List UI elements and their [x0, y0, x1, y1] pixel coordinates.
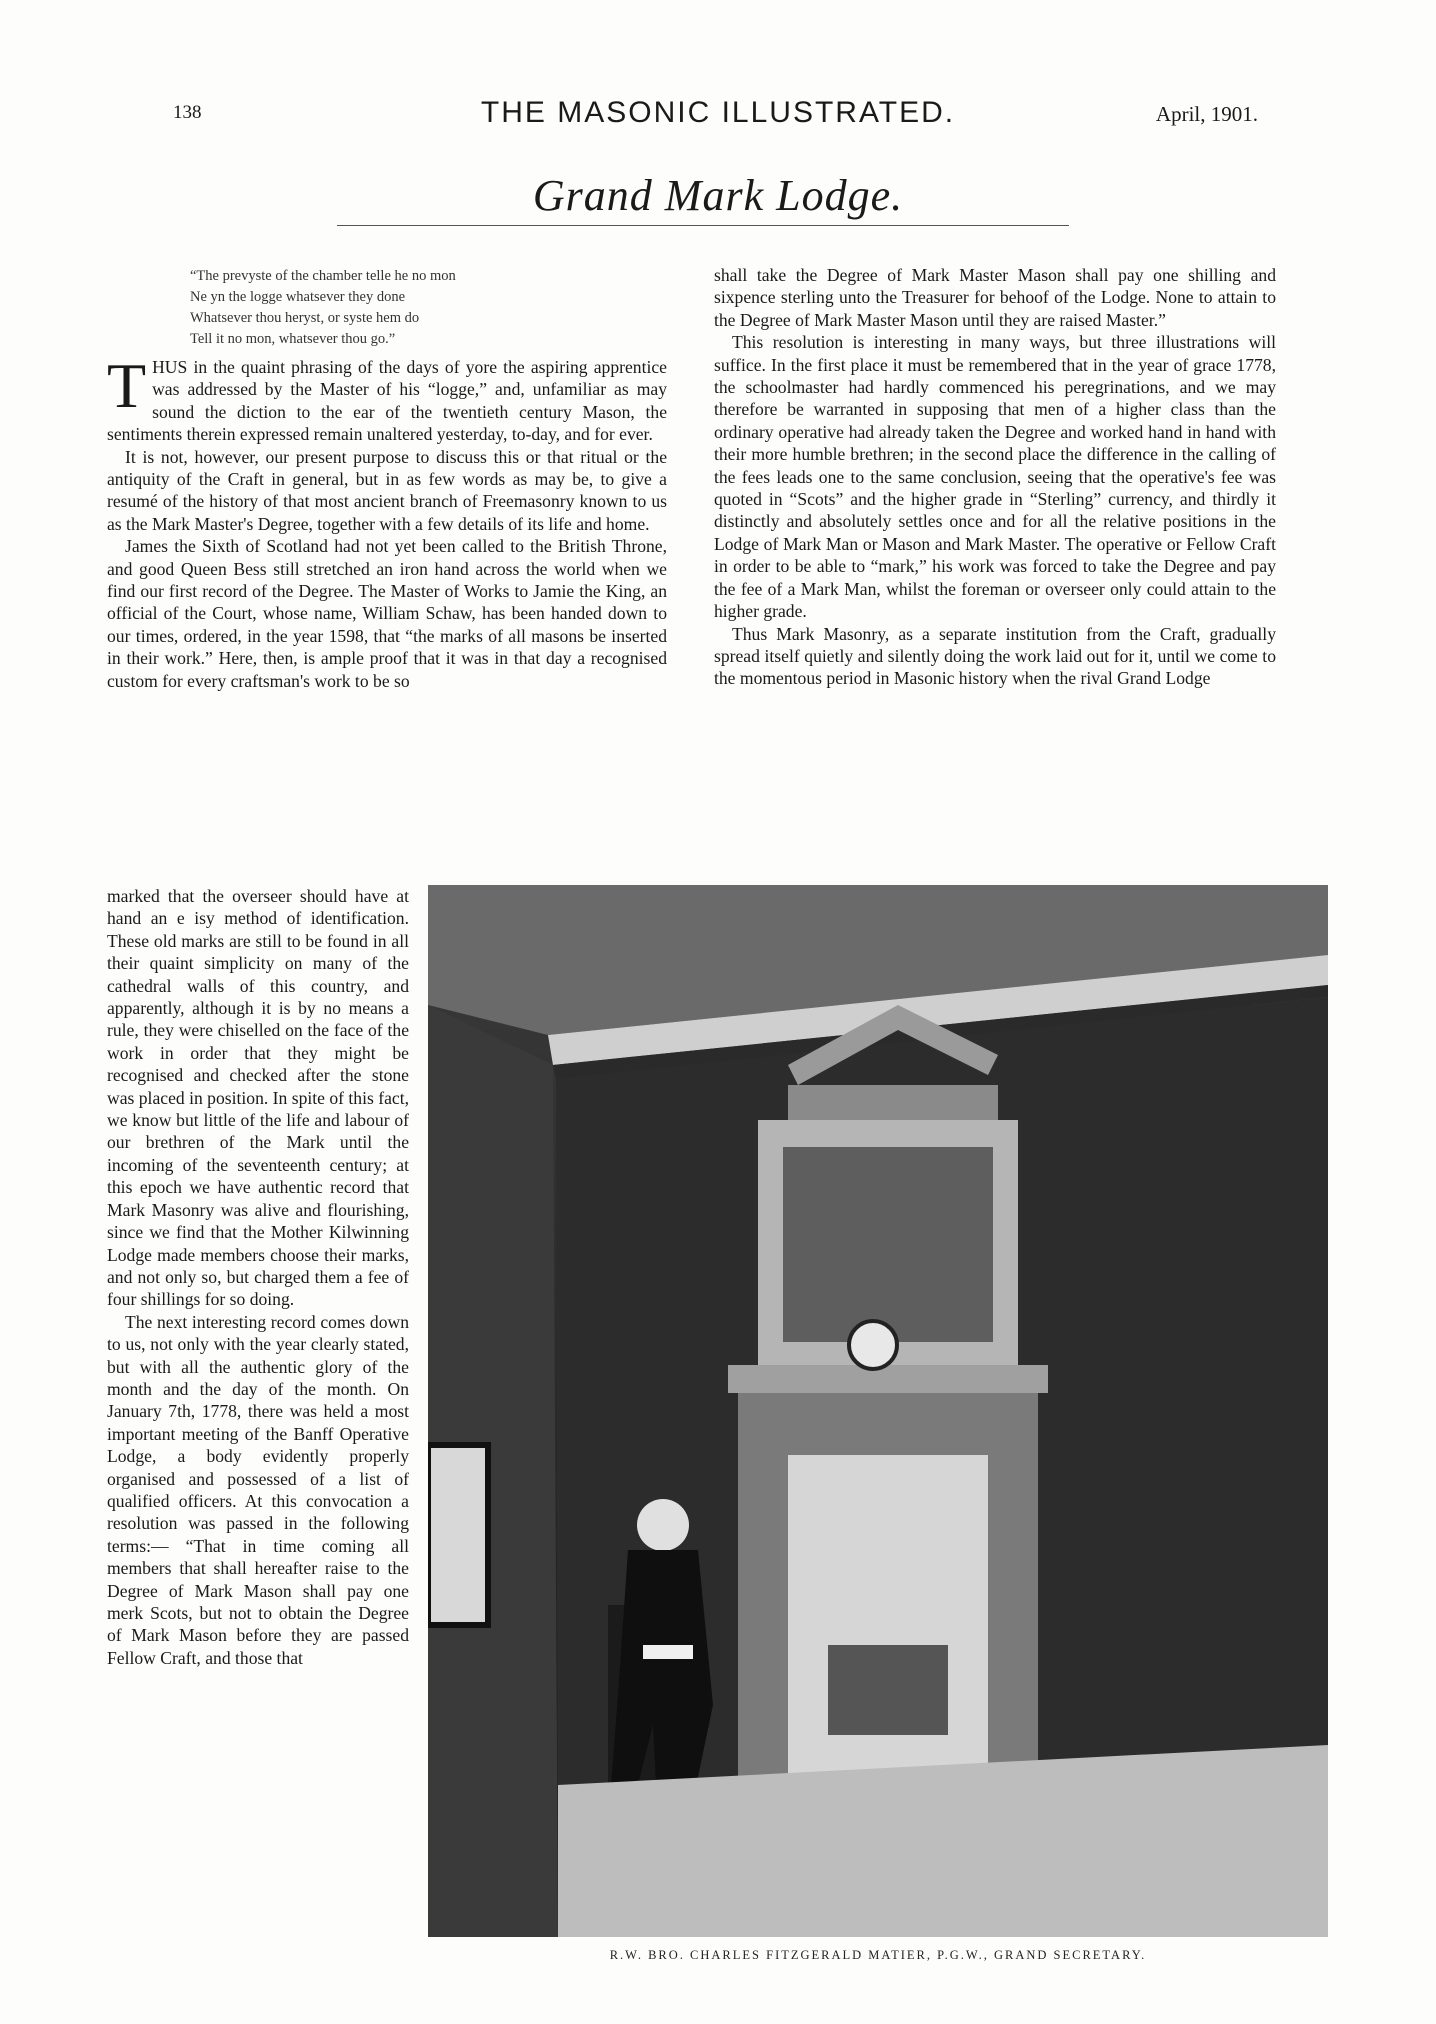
title-divider: [337, 225, 1069, 226]
photo-caption: R.W. BRO. CHARLES FITZGERALD MATIER, P.G.W., GRAND SECRETARY.: [609, 1948, 1147, 1962]
wall-picture: [428, 1445, 488, 1625]
paragraph: This resolution is interesting in many ways, but three illustrations will suffice. In the first place it must be remembered that in the year of grace 1778, the schoolmaster had hardly commenced his peregrinations, and we may therefore be warranted in supposing that men of a higher class than the ordinary operative had already taken the Degree and worked hand in hand with their more humble brethren; in the second place the difference in the calling of the fees leads one to the same conclusion, seeing that the operative's fee was quoted in “Scots” and the higher grade in “Sterling” currency, and thirdly it distinctly and absolutely settles once and for all the relative positions in the Lodge of Mark Man or Mason and Mark Master. The operative or Fellow Craft in order to be able to “mark,” his work was forced to take the Degree and pay the fee of a Mark Man, whilst the foreman or overseer only could attain to the higher grade.: [714, 332, 1276, 622]
page-header: [0, 96, 1436, 136]
paragraph: marked that the overseer should have at hand an e isy method of identification. These old marks are still to be found in all their quaint simplicity on many of the cathedral walls of this country, and apparently, although it is by no means a rule, they were chiselled on the face of the work in order that they might be recognised and checked after the stone was placed in position. In spite of this fact, we know but little of the life and labour of our brethren of the Mark until the incoming of the seventeenth century; at this epoch we have authentic record that Mark Masonry was alive and flourishing, since we find that the Mother Kilwinning Lodge made members choose their marks, and not only so, but charged them a fee of four shillings for so doing.: [107, 886, 409, 1310]
verse-line: “The prevyste of the chamber telle he no mon: [190, 268, 456, 284]
publication-title: THE MASONIC ILLUSTRATED.: [480, 96, 956, 129]
paragraph: James the Sixth of Scotland had not yet been called to the British Throne, and good Queen Bess still stretched an iron hand across the world when we find our first record of the Degree. The Master of Works to Jamie the King, an official of the Court, whose name, William Schaw, has been handed down to our times, ordered, in the year 1598, that “the marks of all masons be inserted in their work.” Here, then, is ample proof that it was in that day a recognised custom for every craftsman's work to be so: [107, 536, 667, 691]
photograph-fireplace-room: [428, 885, 1328, 1937]
issue-date: April, 1901.: [1155, 102, 1258, 126]
epigraph-verse: [190, 266, 610, 350]
mantel-shelf: [728, 1365, 1048, 1393]
paper-in-hand: [643, 1645, 693, 1659]
article-title: Grand Mark Lodge.: [532, 171, 904, 220]
paragraph: THUS in the quaint phrasing of the days of yore the aspiring apprentice was addressed by the Master of his “logge,” and, unfamiliar as may sound the diction to the ear of the twentieth century Mason, the sentiments therein expressed remain unaltered yesterday, to-day, and for ever.: [107, 350, 667, 445]
overmantel-frieze: [788, 1085, 998, 1120]
column-left-narrow: [107, 885, 409, 1669]
mantel-clock: [849, 1321, 897, 1369]
column-left: [107, 350, 667, 692]
verse-line: Tell it no mon, whatsever thou go.”: [190, 331, 396, 347]
mirror-glass: [783, 1147, 993, 1342]
fire-grate: [828, 1645, 948, 1735]
page-number: 138: [173, 102, 202, 123]
man-head: [637, 1499, 689, 1551]
column-right: [714, 264, 1276, 690]
paragraph: It is not, however, our present purpose to discuss this or that ritual or the antiquity of the Craft in general, but in as few words as may be, to give a resumé of the history of that most ancient branch of Freemasonry known to us as the Mark Master's Degree, together with a few details of its life and home.: [107, 446, 667, 534]
paragraph: shall take the Degree of Mark Master Mason shall pay one shilling and sixpence sterling unto the Treasurer for behoof of the Lodge. None to attain to the Degree of Mark Master Mason until they are raised Master.”: [714, 265, 1276, 330]
paragraph: The next interesting record comes down to us, not only with the year clearly stated, but with all the authentic glory of the month and the day of the month. On January 7th, 1778, there was held a most important meeting of the Banff Operative Lodge, a body evidently properly organised and possessed of a list of qualified officers. At this convocation a resolution was passed in the following terms:— “That in time coming all members that shall hereafter raise to the Degree of Mark Mason shall pay one merk Scots, but not to obtain the Degree of Mark Mason before they are passed Fellow Craft, and those that: [107, 1311, 409, 1668]
verse-line: Ne yn the logge whatsever they done: [190, 289, 406, 305]
drop-cap: T: [107, 350, 147, 421]
paragraph: Thus Mark Masonry, as a separate institution from the Craft, gradually spread itself quietly and silently doing the work laid out for it, until we come to the momentous period in Masonic history when the rival Grand Lodge: [714, 623, 1276, 689]
verse-line: Whatsever thou heryst, or syste hem do: [190, 310, 420, 326]
photo-illustration: [428, 885, 1328, 1937]
